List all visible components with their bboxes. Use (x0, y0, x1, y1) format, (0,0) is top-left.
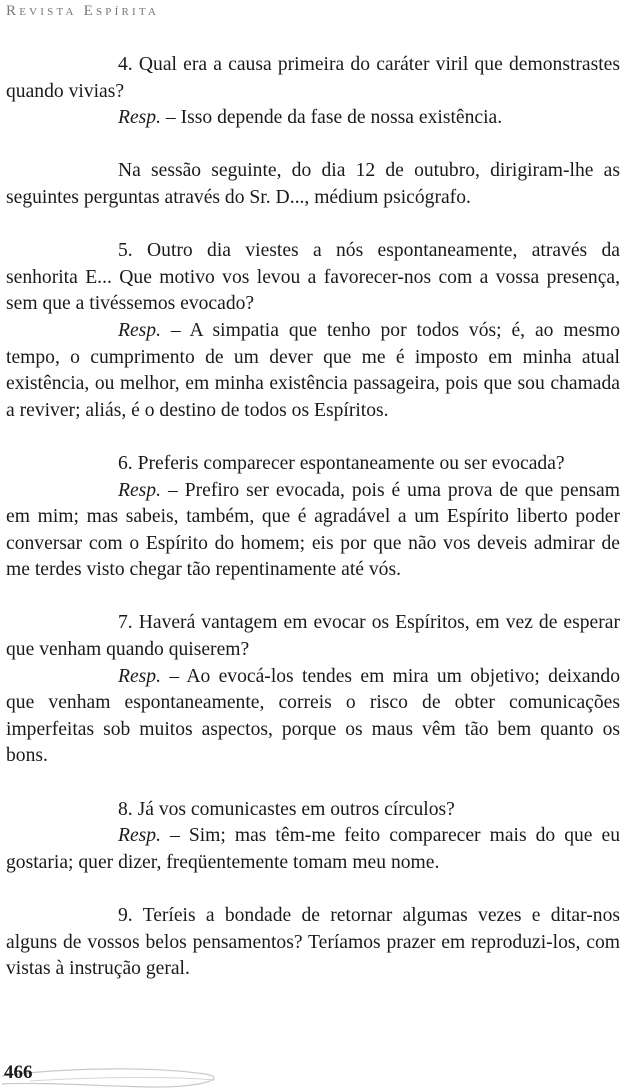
answer-6 (6, 478, 620, 584)
answer-text: – Prefiro ser evocada, pois é uma prova de que pensam em mim; mas sabeis, também, que é agradável a um Espírito liberto poder conversar com o Espírito do homem; eis por que não vos deveis admirar de me terdes visto chegar tão repentinamente até vós. (6, 479, 620, 581)
question-9: 9. Teríeis a bondade de retornar algumas vezes e ditar-nos alguns de vossos belos pensamentos? Teríamos prazer em reproduzi-los, com vistas à instrução geral. (6, 905, 620, 980)
answer-text: – Ao evocá-los tendes em mira um objetivo; deixando que venham espontaneamente, correis o risco de obter comunicações imperfeitas sob muitos aspectos, porque os maus vêm tão bem quanto os bons. (6, 665, 620, 767)
question-6: 6. Preferis comparecer espontaneamente ou ser evocada? (118, 452, 565, 474)
answer-text: – A simpatia que tenho por todos vós; é, ao mesmo tempo, o cumprimento de um dever que me é imposto em minha atual existência, ou melhor, em minha existência passageira, pois que sou chamada a reviver; aliás, é o destino de todos os Espíritos. (6, 319, 620, 421)
question-5: 5. Outro dia viestes a nós espontaneamente, através da senhorita E... Que motivo vos levou a favorecer-nos com a vossa presença, sem que a tivéssemos evocado? (6, 240, 620, 315)
answer-8 (6, 823, 620, 876)
page-ornament-swash (0, 1062, 260, 1091)
resp-label: Resp. (118, 479, 161, 501)
paragraph-gap (6, 584, 620, 611)
answer-7 (6, 664, 620, 770)
resp-label: Resp. (118, 825, 161, 847)
page-body (6, 52, 620, 983)
question-8: 8. Já vos comunicastes em outros círculos? (118, 798, 455, 820)
running-header: Revista Espírita (6, 3, 160, 19)
question-4: 4. Qual era a causa primeira do caráter viril que demonstrastes quando vivias? (6, 54, 620, 102)
paragraph-gap (6, 424, 620, 451)
resp-label: Resp. (118, 319, 161, 341)
question-7: 7. Haverá vantagem em evocar os Espíritos, em vez de esperar que venham quando quiserem? (6, 612, 620, 661)
paragraph-gap (6, 132, 620, 159)
resp-label: Resp. (118, 665, 161, 687)
answer-text: – Sim; mas têm-me feito comparecer mais do que eu gostaria; quer dizer, freqüentemente tomam meu nome. (6, 825, 620, 873)
answer-4 (6, 105, 620, 132)
paragraph-gap (6, 770, 620, 797)
resp-label: Resp. (118, 107, 161, 129)
paragraph-gap (6, 212, 620, 239)
narration-session: Na sessão seguinte, do dia 12 de outubro, dirigiram-lhe as seguintes perguntas através do Sr. D..., médium psicógrafo. (6, 160, 620, 208)
paragraph-gap (6, 876, 620, 903)
answer-text: – Isso depende da fase de nossa existência. (161, 107, 503, 129)
answer-5 (6, 318, 620, 424)
page-number: 466 (4, 1062, 33, 1083)
